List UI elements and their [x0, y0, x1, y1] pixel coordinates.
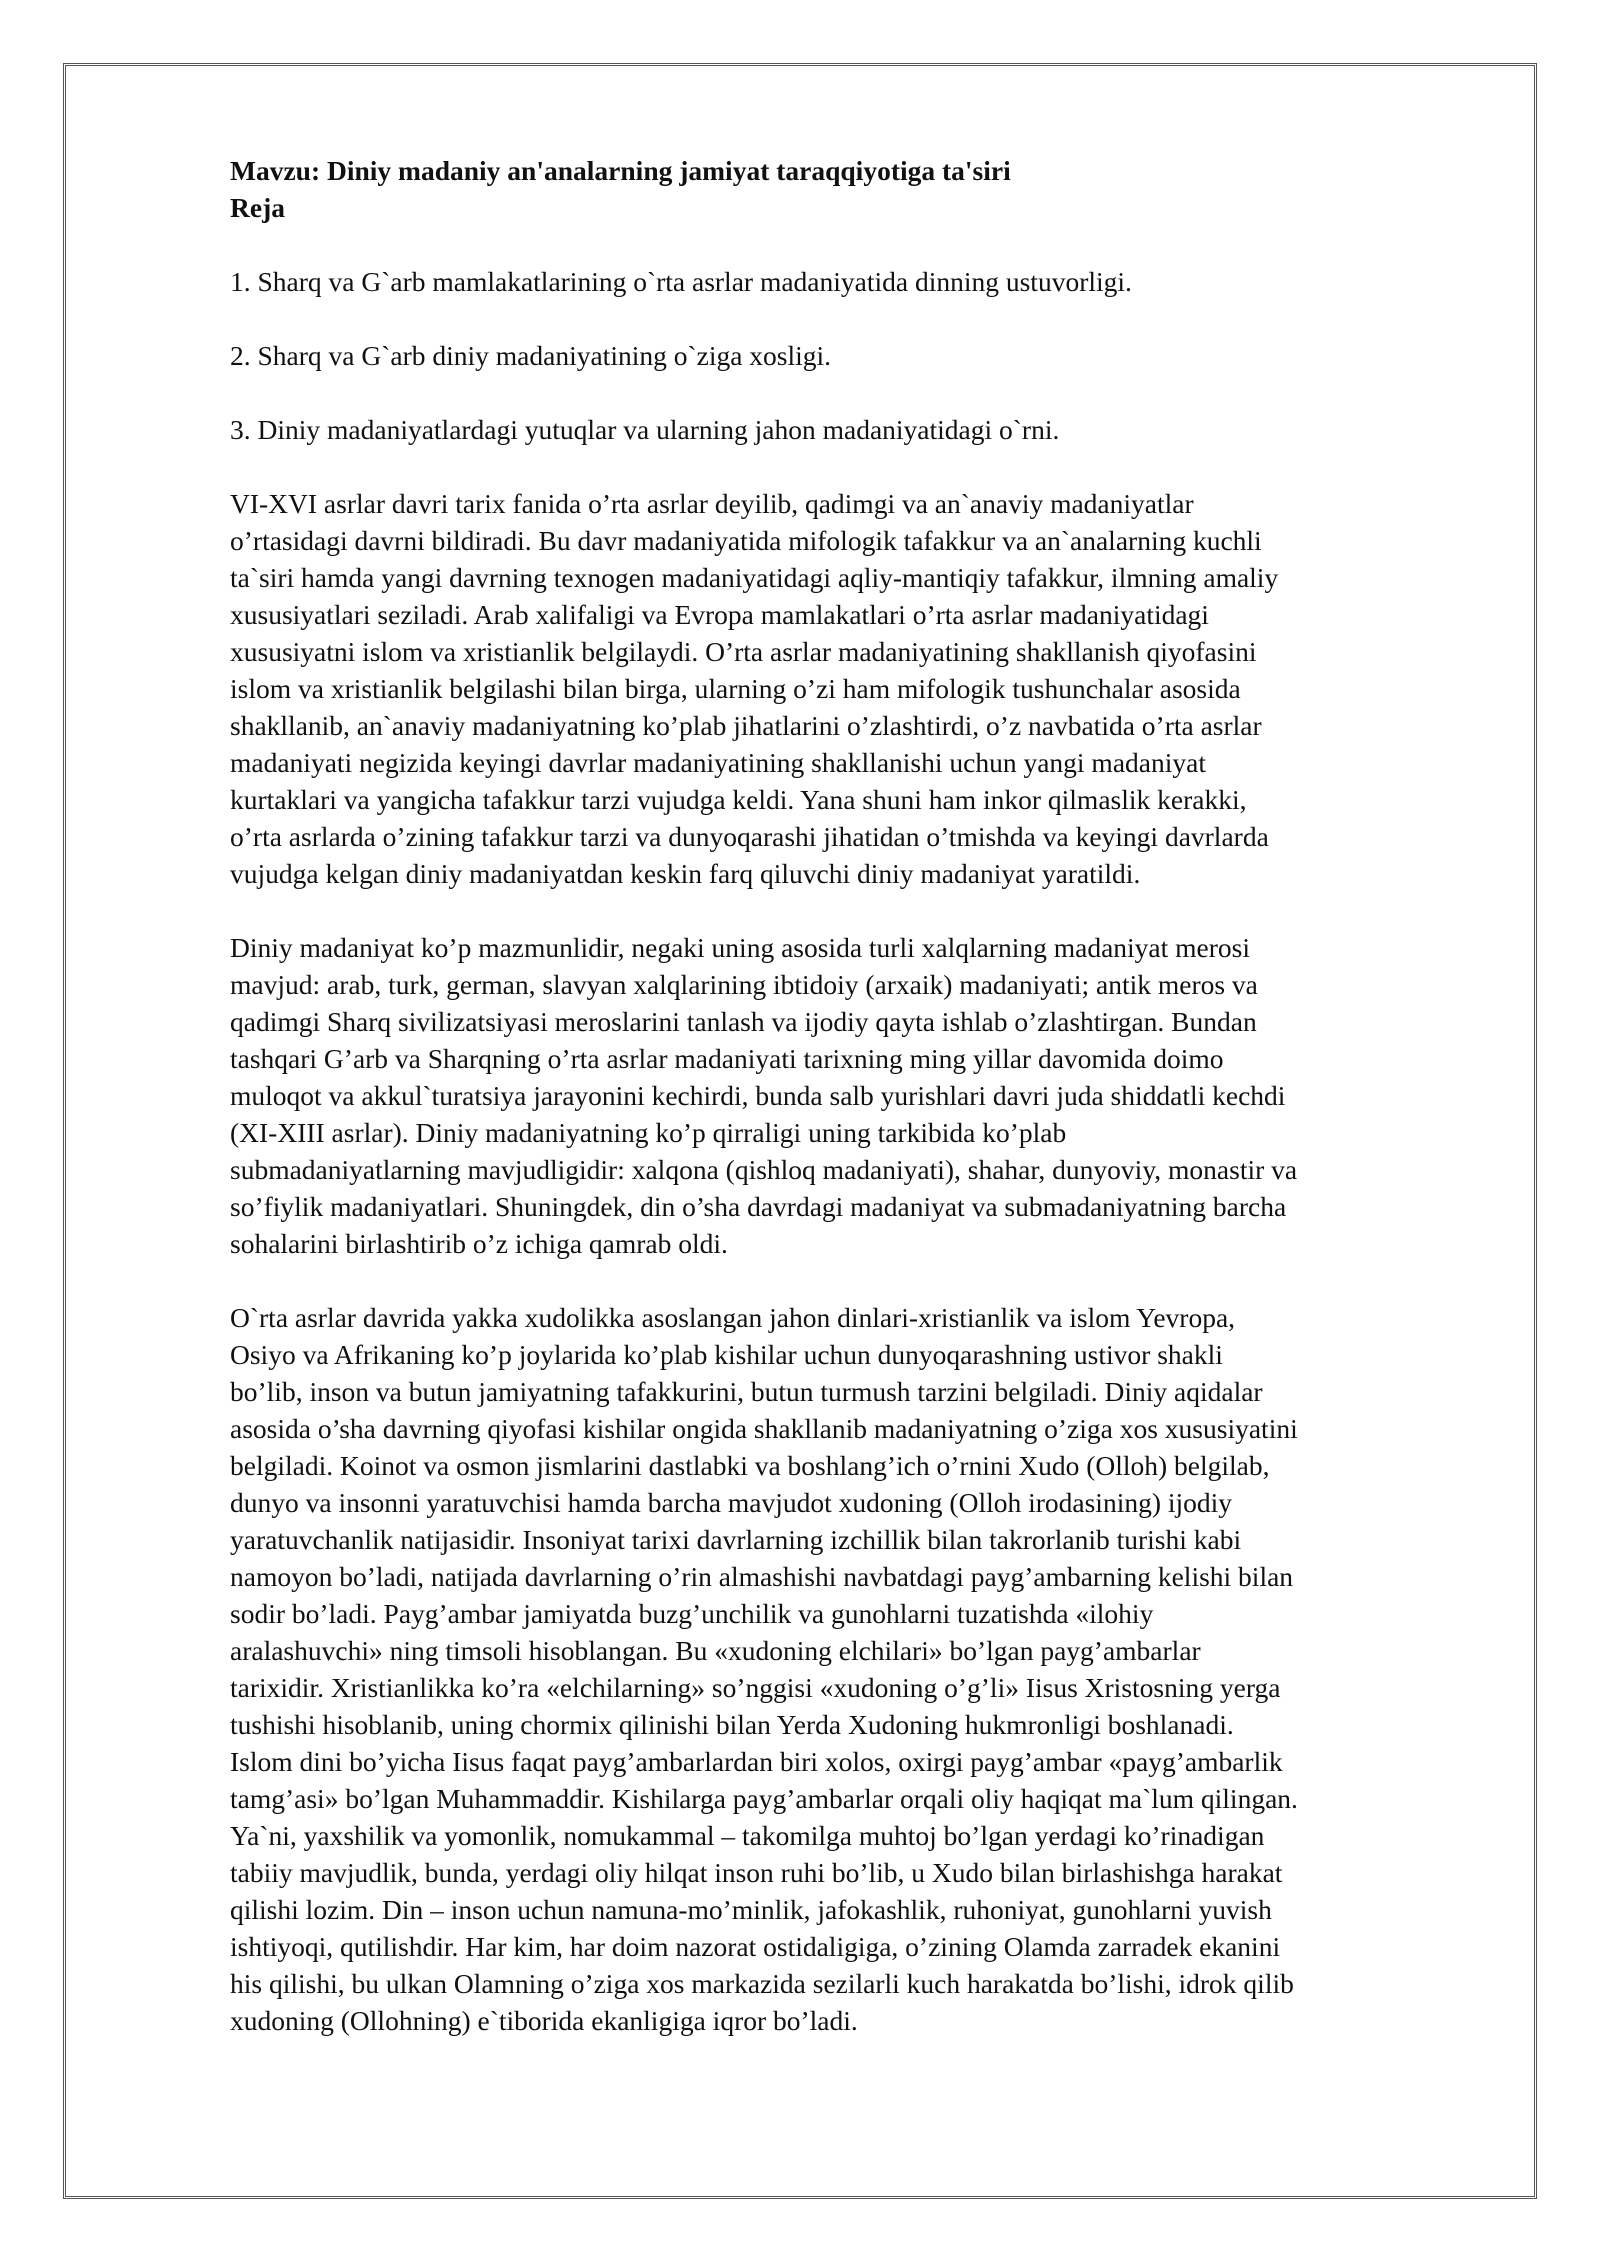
body-paragraph: O`rta asrlar davrida yakka xudolikka asoslangan jahon dinlari-xristianlik va islom Yevropa, Osiyo va Afrikaning ko’p joylarida ko’plab kishilar uchun dunyoqarashning ustivor shakli bo’lib, inson va butun jamiyatning tafakkurini, butun turmush tarzini belgiladi. Diniy aqidalar asosida o’sha davrning qiyofasi kishilar ongida shakllanib madaniyatning o’ziga xos xususiyatini belgiladi. Koinot va osmon jismlarini dastlabki va boshlang’ich o’rnini Xudo (Olloh) belgilab, dunyo va insonni yaratuvchisi hamda barcha mavjudot xudoning (Olloh irodasining) ijodiy yaratuvchanlik natijasidir. Insoniyat tarixi davrlarning izchillik bilan takrorlanib turishi kabi namoyon bo’ladi, natijada davrlarning o’rin almashishi navbatdagi payg’ambarning kelishi bilan sodir bo’ladi. Payg’ambar jamiyatda buzg’unchilik va gunohlarni tuzatishda «ilohiy aralashuvchi» ning timsoli hisoblangan. Bu «xudoning elchilari» bo’lgan payg’ambarlar tarixidir. Xristianlikka ko’ra «elchilarning» so’nggisi «xudoning o’g’li» Iisus Xristosning yerga tushishi hisoblanib, uning chormix qilinishi bilan Yerda Xudoning hukmronligi boshlanadi. Islom dini bo’yicha Iisus faqat payg’ambarlardan biri xolos, oxirgi payg’ambar «payg’ambarlik tamg’asi» bo’lgan Muhammaddir. Kishilarga payg’ambarlar orqali oliy haqiqat ma`lum qilingan. Ya`ni, yaxshilik va yomonlik, nomukammal – takomilga muhtoj bo’lgan yerdagi ko’rinadigan tabiiy mavjudlik, bunda, yerdagi oliy hilqat inson ruhi bo’lib, u Xudo bilan birlashishga harakat qilishi lozim. Din – inson uchun namuna-mo’minlik, jafokashlik, ruhoniyat, gunohlarni yuvish ishtiyoqi, qutilishdir. Har kim, har doim nazorat ostidaligiga, o’zining Olamda zarradek ekanini his qilishi, bu ulkan Olamning o’ziga xos markazida sezilarli kuch harakatda bo’lishi, idrok qilib xudoning (Ollohning) e`tiborida ekanligiga iqror bo’ladi. [230, 1302, 1298, 2036]
document-title: Mavzu: Diniy madaniy an'analarning jamiyat taraqqiyotiga ta'siri [230, 155, 1011, 186]
plan-item: 1. Sharq va G`arb mamlakatlarining o`rta asrlar madaniyatida dinning ustuvorligi. [230, 266, 1132, 297]
plan-item: 2. Sharq va G`arb diniy madaniyatining o`ziga xosligi. [230, 340, 832, 371]
plan-heading: Reja [230, 192, 285, 223]
plan-item: 3. Diniy madaniyatlardagi yutuqlar va ularning jahon madaniyatidagi o`rni. [230, 414, 1060, 445]
document-body [230, 152, 1495, 2039]
body-paragraph: Diniy madaniyat ko’p mazmunlidir, negaki uning asosida turli xalqlarning madaniyat merosi mavjud: arab, turk, german, slavyan xalqlarining ibtidoiy (arxaik) madaniyati; antik meros va qadimgi Sharq sivilizatsiyasi meroslarini tanlash va ijodiy qayta ishlab o’zlashtirgan. Bundan tashqari G’arb va Sharqning o’rta asrlar madaniyati tarixning ming yillar davomida doimo muloqot va akkul`turatsiya jarayonini kechirdi, bunda salb yurishlari davri juda shiddatli kechdi (XI-XIII asrlar). Diniy madaniyatning ko’p qirraligi uning tarkibida ko’plab submadaniyatlarning mavjudligidir: xalqona (qishloq madaniyati), shahar, dunyoviy, monastir va so’fiylik madaniyatlari. Shuningdek, din o’sha davrdagi madaniyat va submadaniyatning barcha sohalarini birlashtirib o’z ichiga qamrab oldi. [230, 932, 1298, 1259]
body-paragraph: VI-XVI asrlar davri tarix fanida o’rta asrlar deyilib, qadimgi va an`anaviy madaniyatlar o’rtasidagi davrni bildiradi. Bu davr madaniyatida mifologik tafakkur va an`analarning kuchli ta`siri hamda yangi davrning texnogen madaniyatidagi aqliy-mantiqiy tafakkur, ilmning amaliy xususiyatlari seziladi. Arab xalifaligi va Evropa mamlakatlari o’rta asrlar madaniyatidagi xususiyatni islom va xristianlik belgilaydi. O’rta asrlar madaniyatining shakllanish qiyofasini islom va xristianlik belgilashi bilan birga, ularning o’zi ham mifologik tushunchalar asosida shakllanib, an`anaviy madaniyatning ko’plab jihatlarini o’zlashtirdi, o’z navbatida o’rta asrlar madaniyati negizida keyingi davrlar madaniyatining shakllanishi uchun yangi madaniyat kurtaklari va yangicha tafakkur tarzi vujudga keldi. Yana shuni ham inkor qilmaslik kerakki, o’rta asrlarda o’zining tafakkur tarzi va dunyoqarashi jihatidan o’tmishda va keyingi davrlarda vujudga kelgan diniy madaniyatdan keskin farq qiluvchi diniy madaniyat yaratildi. [230, 488, 1279, 889]
